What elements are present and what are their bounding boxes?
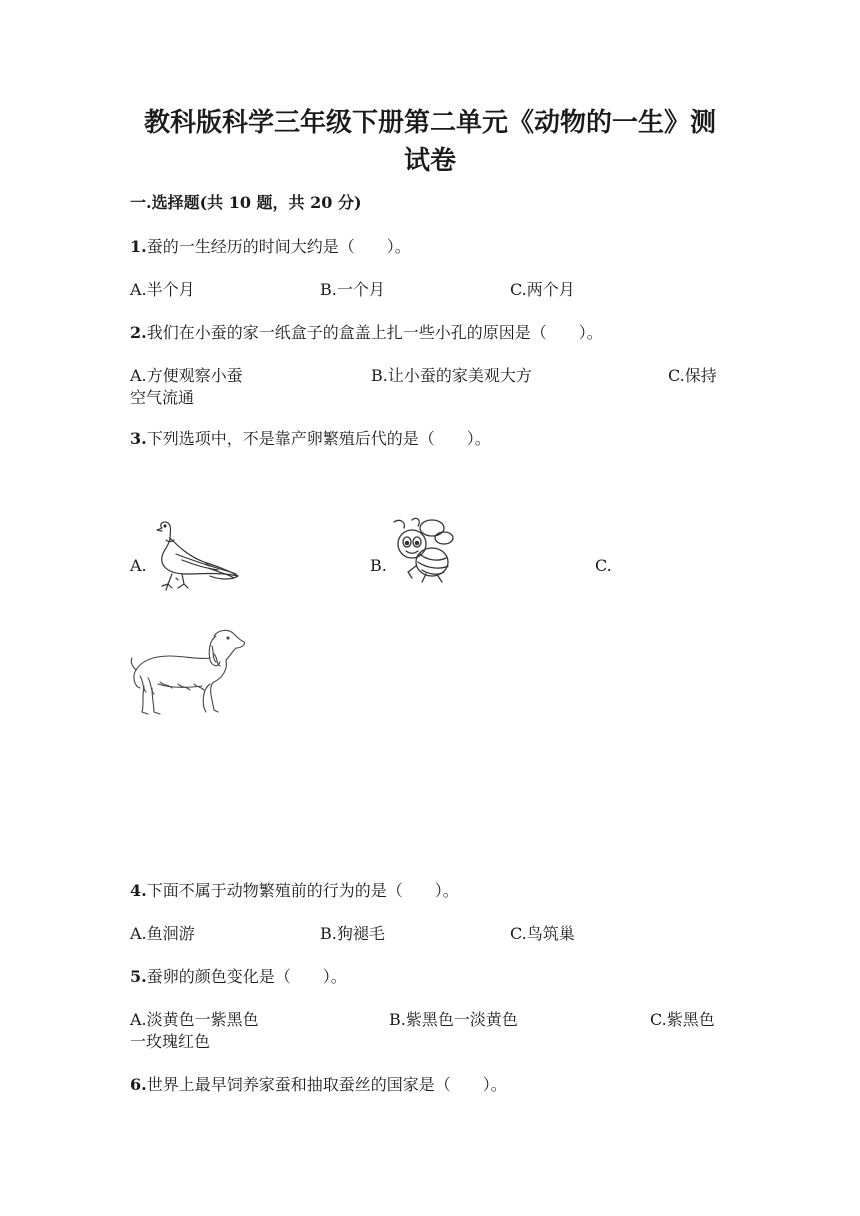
q1-option-a: A.半个月 xyxy=(130,280,195,299)
q2-option-c: C.保持 xyxy=(668,366,717,385)
question-3 xyxy=(130,428,491,450)
section-heading: 一.选择题(共 10 题，共 20 分) xyxy=(130,193,362,212)
question-text: 蚕卵的颜色变化是（ ）。 xyxy=(146,967,347,986)
q1-option-c: C.两个月 xyxy=(510,280,575,299)
q3-option-a: A. xyxy=(130,556,147,575)
page-title xyxy=(120,104,740,180)
title-line-1: 教科版科学三年级下册第二单元《动物的一生》测 xyxy=(143,108,716,138)
question-2 xyxy=(130,322,603,344)
q5-option-a: A.淡黄色一紫黑色 xyxy=(130,1010,259,1029)
dog-image xyxy=(130,626,248,718)
q5-option-c-continued: 一玫瑰红色 xyxy=(130,1032,211,1051)
question-number: 3. xyxy=(130,429,147,448)
q2-option-c-continued: 空气流通 xyxy=(130,388,195,407)
question-number: 1. xyxy=(130,237,147,256)
q4-option-c: C.鸟筑巢 xyxy=(510,924,575,943)
q5-option-b: B.紫黑色一淡黄色 xyxy=(389,1010,518,1029)
question-4 xyxy=(130,880,459,902)
question-1 xyxy=(130,236,411,258)
question-5 xyxy=(130,966,347,988)
q3-option-b: B. xyxy=(370,556,387,575)
question-text: 下面不属于动物繁殖前的行为的是（ ）。 xyxy=(146,881,459,900)
question-number: 6. xyxy=(130,1075,147,1094)
question-text: 蚕的一生经历的时间大约是（ ）。 xyxy=(146,237,411,256)
question-number: 5. xyxy=(130,967,147,986)
q3-option-c: C. xyxy=(595,556,612,575)
question-text: 下列选项中，不是靠产卵繁殖后代的是（ ）。 xyxy=(146,429,491,448)
pigeon-image xyxy=(148,518,244,594)
q2-option-a: A.方便观察小蚕 xyxy=(130,366,243,385)
bee-image xyxy=(386,514,456,584)
q5-option-c: C.紫黑色 xyxy=(650,1010,715,1029)
q4-option-b: B.狗褪毛 xyxy=(320,924,385,943)
q2-option-b: B.让小蚕的家美观大方 xyxy=(371,366,532,385)
question-number: 4. xyxy=(130,881,147,900)
question-6 xyxy=(130,1074,507,1096)
question-text: 世界上最早饲养家蚕和抽取蚕丝的国家是（ ）。 xyxy=(146,1075,507,1094)
q1-option-b: B.一个月 xyxy=(320,280,385,299)
title-line-2: 试卷 xyxy=(403,146,456,176)
question-text: 我们在小蚕的家一纸盒子的盒盖上扎一些小孔的原因是（ ）。 xyxy=(146,323,603,342)
q4-option-a: A.鱼洄游 xyxy=(130,924,195,943)
question-number: 2. xyxy=(130,323,147,342)
